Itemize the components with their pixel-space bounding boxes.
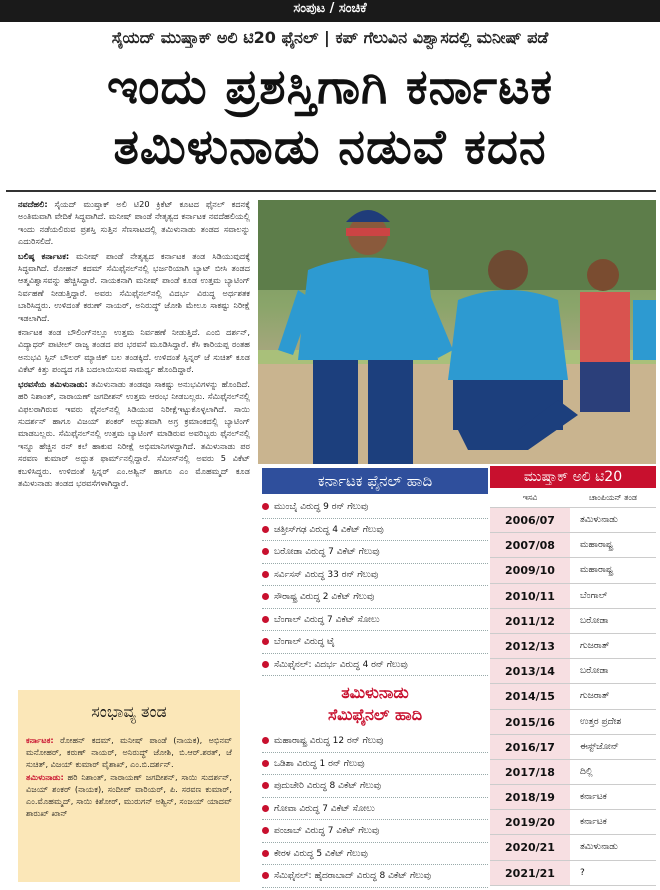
list-item: [262, 541, 488, 564]
article-para-4: [18, 378, 250, 490]
bullet-icon: [262, 872, 269, 879]
subhead: ಭರವಸೆಯ ತಮಿಳುನಾಡು:: [18, 378, 88, 389]
list-item: [262, 753, 488, 776]
dateline: ನವದೆಹಲಿ:: [18, 199, 48, 209]
probable-teams-title: ಸಂಭಾವ್ಯ ತಂಡ: [91, 702, 167, 721]
karnataka-final-title: ಕರ್ನಾಟಕ ಫೈನಲ್ ಹಾದಿ: [262, 468, 488, 494]
table-row: [490, 861, 656, 886]
team-players: ಹರಿ ನಿಶಾಂತ್, ನಾರಾಯಣ್ ಜಗದೀಶನ್, ಸಾಯಿ ಸುದರ್ಶನ್, ವಿಜಯ್ ಶಂಕರ್ (ನಾಯಕ), ಸಂದೀಪ್ ವಾರಿಯರ್, ಪಿ. ಸರವಣ ಕುಮಾರ್, ಎಂ.ಮೊಹಮ್ಮದ್, ಸಾಯಿ ಕಿಶೋರ್, ಮುರುಗನ್ ಅಶ್ವಿನ್, ಸಂಜಯ್ ಯಾದವ್ ಶಾರುಖ್ ಖಾನ್: [26, 771, 232, 819]
list-item: [262, 586, 488, 609]
bullet-icon: [262, 526, 269, 533]
row-winner: ಬರೋಡಾ: [580, 615, 609, 626]
divider: [6, 190, 656, 192]
page-header-strip: ಸಂಪುಟ / ಸಂಚಿಕೆ: [0, 0, 660, 22]
row-year: 2016/17: [490, 735, 570, 759]
article-body: [18, 198, 250, 491]
semi-title-line-1: ತಮಿಳುನಾಡು: [341, 683, 409, 702]
col-year: ಇಸವಿ: [522, 493, 538, 502]
row-year: 2014/15: [490, 684, 570, 708]
match-text: ಸೆಮಿಫೈನಲ್: ಹೈದರಾಬಾದ್ ವಿರುದ್ಧ 8 ವಿಕೆಟ್ ಗೆಲುವು: [274, 871, 431, 881]
match-text: ಬೆಂಗಾಲ್ ವಿರುದ್ಧ 7 ವಿಕೆಟ್ ಸೋಲು: [274, 614, 380, 625]
bullet-icon: [262, 593, 269, 600]
list-item: [262, 798, 488, 821]
bullet-icon: [262, 737, 269, 744]
match-text: ಪಂಜಾಬ್ ವಿರುದ್ಧ 7 ವಿಕೆಟ್ ಗೆಲುವು: [274, 826, 380, 836]
subhead: ಬಲಿಷ್ಠ ಕರ್ನಾಟಕ:: [18, 250, 70, 261]
list-item: [262, 609, 488, 632]
row-winner: ?: [580, 867, 585, 878]
row-winner: ಕರ್ನಾಟಕ: [580, 817, 607, 828]
row-winner: ಕರ್ನಾಟಕ: [580, 792, 607, 803]
table-row: [490, 584, 656, 609]
para-text: ತಮಿಳುನಾಡು ತಂಡವೂ ಸಾಕಷ್ಟು ಅನುಭವಿಗಳನ್ನು ಹೊಂದಿದೆ. ಹರಿ ನಿಶಾಂತ್, ನಾರಾಯಣ್ ಜಗದೀಶನ್ ಉತ್ತಮ ಆರಂಭ ನೀಡಬಲ್ಲರು. ಸೆಮಿಫೈನಲ್‌ನಲ್ಲಿ ವಿಫಲರಾಗಿರುವ ಇವರು ಫೈನಲ್‌ನಲ್ಲಿ ಸಿಡಿಯುವ ನಿರೀಕ್ಷೆಇಟ್ಟುಕೊಳ್ಳಲಾಗಿದೆ. ಸಾಯಿ ಸುದರ್ಶನ್ ಹಾಗೂ ವಿಜಯ್ ಶಂಕರ್ ಅದ್ಭುತವಾಗಿ ಅಗ್ರ ಕ್ರಮಾಂಕದಲ್ಲಿ ಬ್ಯಾಟಿಂಗ್ ಮಾಡಬಲ್ಲರು. ಸೆಮಿಫೈನಲ್‌ನಲ್ಲಿ ಉತ್ತಮ ಬ್ಯಾಟಿಂಗ್ ಮಾಡಿರುವ ಅವರಿಬ್ಬರು ಫೈನಲ್‌ನಲ್ಲಿ ಇನ್ನೂ ಹೆಚ್ಚಿನ ರನ್ ಕಲೆ ಹಾಕುವ ನಿರೀಕ್ಷೆ ಅಭಿಮಾನಿಗಳದ್ದಾಗಿದೆ. ತಮಿಳುನಾಡು ಪರ ಸರವಣ ಕುಮಾರ್ ಅದ್ಭುತ ಫಾರ್ಮ್‌ನಲ್ಲಿದ್ದಾರೆ. ಸೆಮೀಸ್‌ನಲ್ಲಿ ಅವರು 5 ವಿಕೆಟ್ ಕಬಳಿಸಿದ್ದರು. ಉಳಿದಂತೆ ಸ್ಪಿನ್ನರ್ ಎಂ.ಅಶ್ವಿನ್ ಹಾಗೂ ಎಂ ಮೊಹಮ್ಮದ್ ಕೂಡ ತಮಿಳುನಾಡು ತಂಡದ ಭರವಸೆಗಳಾಗಿದ್ದಾರೆ.: [18, 378, 251, 488]
tamilnadu-semi-title: [262, 682, 488, 726]
headline-line-1: ಇಂದು ಪ್ರಶಸ್ತಿಗಾಗಿ ಕರ್ನಾಟಕ: [106, 59, 554, 115]
row-year: 2011/12: [490, 609, 570, 633]
semi-title-line-2: ಸೆಮಿಫೈನಲ್ ಹಾದಿ: [327, 705, 423, 724]
match-text: ಸೌರಾಷ್ಟ್ರ ವಿರುದ್ಧ 2 ವಿಕೆಟ್ ಗೆಲುವು: [274, 592, 375, 602]
row-year: 2017/18: [490, 760, 570, 784]
karnataka-final-list: [262, 496, 488, 676]
article-para-2: [18, 250, 250, 324]
table-row: [490, 735, 656, 760]
row-winner: ಬರೋಡಾ: [580, 666, 609, 677]
row-year: 2015/16: [490, 710, 570, 734]
players-photo: [258, 200, 656, 464]
bullet-icon: [262, 782, 269, 789]
table-row: [490, 810, 656, 835]
bullet-icon: [262, 503, 269, 510]
article-para-3: ಕರ್ನಾಟಕ ತಂಡ ಬೌಲಿಂಗ್‌ನಲ್ಲೂ ಉತ್ತಮ ನಿರ್ವಹಣೆ ನೀಡುತ್ತಿದೆ. ಎಂಬಿ ದರ್ಶನ್, ವಿದ್ಯಾಧರ್ ಪಾಟೀಲ್ ರಾಜ್ಯ ತಂಡದ ಪರ ಭರವಸೆ ಮೂಡಿಸಿದ್ದಾರೆ. ಕೆಸಿ ಕಾರಿಯಪ್ಪ ರಂತಹ ಅನುಭವಿ ಸ್ಪಿನ್ ಬೌಲರ್ ಮ್ಯಾಜಿಕ್ ಬಲ ತಂಡಕ್ಕಿದೆ. ಉಳಿದಂತೆ ಸ್ಪಿನ್ನರ್ ಜೆ ಸುಚಿತ್ ಕೂಡ ವಿಕೆಟ್ ಕಿತ್ತು ಪಂದ್ಯದ ಗತಿ ಬದಲಾಯಿಸುವ ಸಾಮರ್ಥ್ಯ ಹೊಂದಿದ್ದಾರೆ.: [18, 327, 250, 375]
para-text: ಸೈಯದ್ ಮುಷ್ತಾಕ್ ಅಲಿ ಟಿ20 ಕ್ರಿಕೆಟ್ ಕೂಟದ ಫೈನಲ್ ಕದನಕ್ಕೆ ಅಂತಿಮವಾಗಿ ವೇದಿಕೆ ಸಿದ್ಧವಾಗಿದೆ. ಮನೀಷ್ ಪಾಂಡೆ ನೇತೃತ್ವದ ಕರ್ನಾಟಕ ನವದೆಹಲಿಯಲ್ಲಿ ಇಂದು ನಡೆಯಲಿರುವ ಪ್ರಶಸ್ತಿ ಸುತ್ತಿನ ಸೆಣಸಾಟದಲ್ಲಿ ತಮಿಳುನಾಡು ತಂಡದ ಸವಾಲನ್ನು ಎದುರಿಸಲಿದೆ.: [18, 199, 250, 247]
kicker-line: ಸೈಯದ್ ಮುಷ್ತಾಕ್ ಅಲಿ ಟಿ20 ಫೈನಲ್ | ಕಪ್ ಗೆಲುವಿನ ವಿಶ್ವಾಸದಲ್ಲಿ ಮನೀಷ್ ಪಡೆ: [111, 28, 549, 47]
list-item: [262, 820, 488, 843]
table-row: [490, 609, 656, 634]
bullet-icon: [262, 616, 269, 623]
photo-illustration: [258, 200, 656, 464]
bullet-icon: [262, 661, 269, 668]
row-winner: ದಿಲ್ಲಿ: [580, 766, 593, 777]
row-year: 2009/10: [490, 558, 570, 582]
row-winner: ಮಹಾರಾಷ್ಟ್ರ: [580, 540, 613, 551]
table-row: [490, 760, 656, 785]
article-para-1: [18, 198, 250, 248]
list-item: [262, 775, 488, 798]
bullet-icon: [262, 805, 269, 812]
team-players: ರೋಹನ್ ಕದಮ್, ಮನೀಷ್ ಪಾಂಡೆ (ನಾಯಕ), ಅಭಿನವ್ ಮನೋಹರ್, ಕರುಣ್ ನಾಯರ್, ಅನಿರುದ್ಧ್ ಜೋಶಿ, ಬಿ.ಆರ್.ಶರತ್, ಜೆ ಸುಚಿತ್, ವಿಜಯ್ ಕುಮಾರ್ ವೈಶಾಖ್, ಎಂ.ಬಿ.ದರ್ಶನ್.: [26, 735, 232, 770]
para-text: ಮನೀಷ್ ಪಾಂಡೆ ನೇತೃತ್ವದ ಕರ್ನಾಟಕ ತಂಡ ಸಿಡಿಯುವುದಕ್ಕೆ ಸಿದ್ಧವಾಗಿದೆ. ರೋಹನ್ ಕದಮ್ ಸೆಮಿಫೈನಲ್‌ನಲ್ಲಿ ಭರ್ಜರಿಯಾಗಿ ಬ್ಯಾಟ್ ಬೀಸಿ ತಂಡದ ಆತ್ಮವಿಶ್ವಾಸವನ್ನು ಹೆಚ್ಚಿಸಿದ್ದಾರೆ. ನಾಯಕನಾಗಿ ಮನೀಷ್ ಪಾಂಡೆ ಕೂಡ ಉತ್ತಮ ಬ್ಯಾಟಿಂಗ್ ನಿರ್ವಹಣೆ ನೀಡುತ್ತಿದ್ದಾರೆ. ಅವರು ಸೆಮಿಫೈನಲ್‌ನಲ್ಲಿ ವಿದರ್ಭ ವಿರುದ್ಧ ಅರ್ಧಶತಕ ಬಾರಿಸಿದ್ದರು. ಉಳಿದಂತೆ ಕರುಣ್ ನಾಯರ್, ಅನಿರುದ್ಧ್ ಜೋಶಿ ಮೇಲೂ ಸಾಕಷ್ಟು ನಿರೀಕ್ಷೆ ಇಡಲಾಗಿದೆ.: [18, 250, 250, 323]
champions-table-header: [490, 488, 656, 508]
match-text: ಗೋವಾ ವಿರುದ್ಧ 7 ವಿಕೆಟ್ ಸೋಲು: [274, 803, 375, 814]
bullet-icon: [262, 827, 269, 834]
table-row: [490, 634, 656, 659]
row-winner: ಉತ್ತರ ಪ್ರದೇಶ: [580, 716, 622, 727]
list-item: [262, 631, 488, 654]
headline-line-2: ತಮಿಳುನಾಡು ನಡುವೆ ಕದನ: [113, 119, 547, 175]
match-text: ಒಡಿಶಾ ವಿರುದ್ಧ 1 ರನ್ ಗೆಲುವು: [274, 758, 365, 769]
bullet-icon: [262, 638, 269, 645]
table-row: [490, 684, 656, 709]
list-item: [262, 564, 488, 587]
row-year: 2019/20: [490, 810, 570, 834]
match-text: ಮಹಾರಾಷ್ಟ್ರ ವಿರುದ್ಧ 12 ರನ್ ಗೆಲುವು: [274, 736, 384, 746]
karnataka-lineup: [26, 734, 232, 771]
tamilnadu-semi-list: [262, 730, 488, 888]
match-text: ಬರೋಡಾ ವಿರುದ್ಧ 7 ವಿಕೆಟ್ ಗೆಲುವು: [274, 547, 380, 557]
table-row: [490, 508, 656, 533]
team-label: ಕರ್ನಾಟಕ:: [26, 735, 54, 745]
list-item: [262, 519, 488, 542]
table-row: [490, 785, 656, 810]
row-winner: ಗುಜರಾತ್: [580, 691, 610, 702]
champions-table-title: ಮುಷ್ತಾಕ್ ಅಲಿ ಟಿ20: [490, 466, 656, 488]
row-year: 2010/11: [490, 584, 570, 608]
table-row: [490, 659, 656, 684]
team-label: ತಮಿಳುನಾಡು:: [26, 771, 64, 782]
row-year: 2007/08: [490, 533, 570, 557]
match-text: ಕೇರಳ ವಿರುದ್ಧ 5 ವಿಕೆಟ್ ಗೆಲುವು: [274, 848, 368, 859]
table-row: [490, 710, 656, 735]
table-row: [490, 558, 656, 583]
row-year: 2021/21: [490, 861, 570, 885]
probable-teams-box: [18, 690, 240, 882]
list-item: [262, 654, 488, 677]
row-year: 2018/19: [490, 785, 570, 809]
bullet-icon: [262, 571, 269, 578]
match-text: ಸೆಮಿಫೈನಲ್: ವಿದರ್ಭ ವಿರುದ್ಧ 4 ರನ್ ಗೆಲುವು: [274, 659, 408, 670]
list-item: [262, 496, 488, 519]
row-year: 2013/14: [490, 659, 570, 683]
row-winner: ಬೆಂಗಾಲ್: [580, 590, 608, 601]
match-text: ಪುದುಚೇರಿ ವಿರುದ್ಧ 8 ವಿಕೆಟ್ ಗೆಲುವು: [274, 781, 381, 791]
row-winner: ಮಹಾರಾಷ್ಟ್ರ: [580, 565, 613, 576]
list-item: [262, 843, 488, 866]
list-item: [262, 865, 488, 888]
row-winner: ಈಸ್ಟ್‌ಜೋನ್: [580, 741, 619, 752]
bullet-icon: [262, 850, 269, 857]
row-winner: ತಮಿಳುನಾಡು: [580, 515, 618, 525]
row-year: 2012/13: [490, 634, 570, 658]
table-row: [490, 835, 656, 860]
table-row: [490, 533, 656, 558]
bullet-icon: [262, 760, 269, 767]
match-text: ಸರ್ವಿಸಸ್ ವಿರುದ್ಧ 33 ರನ್ ಗೆಲುವು: [274, 569, 379, 580]
bullet-icon: [262, 548, 269, 555]
tamilnadu-lineup: [26, 771, 232, 820]
champions-table: [490, 466, 656, 884]
row-winner: ಗುಜರಾತ್: [580, 640, 610, 651]
match-text: ಮುಂಬೈ ವಿರುದ್ಧ 9 ರನ್ ಗೆಲುವು: [274, 502, 369, 512]
row-year: 2020/21: [490, 835, 570, 859]
col-winner: ಚಾಂಪಿಯನ್ ತಂಡ: [589, 493, 637, 502]
row-winner: ತಮಿಳುನಾಡು: [580, 842, 618, 853]
match-text: ಚತ್ತೀಸ್‌ಗಢ ವಿರುದ್ಧ 4 ವಿಕೆಟ್ ಗೆಲುವು: [274, 524, 384, 535]
list-item: [262, 730, 488, 753]
match-text: ಬೆಂಗಾಲ್ ವಿರುದ್ಧ ಟೈ: [274, 637, 335, 647]
row-year: 2006/07: [490, 508, 570, 532]
